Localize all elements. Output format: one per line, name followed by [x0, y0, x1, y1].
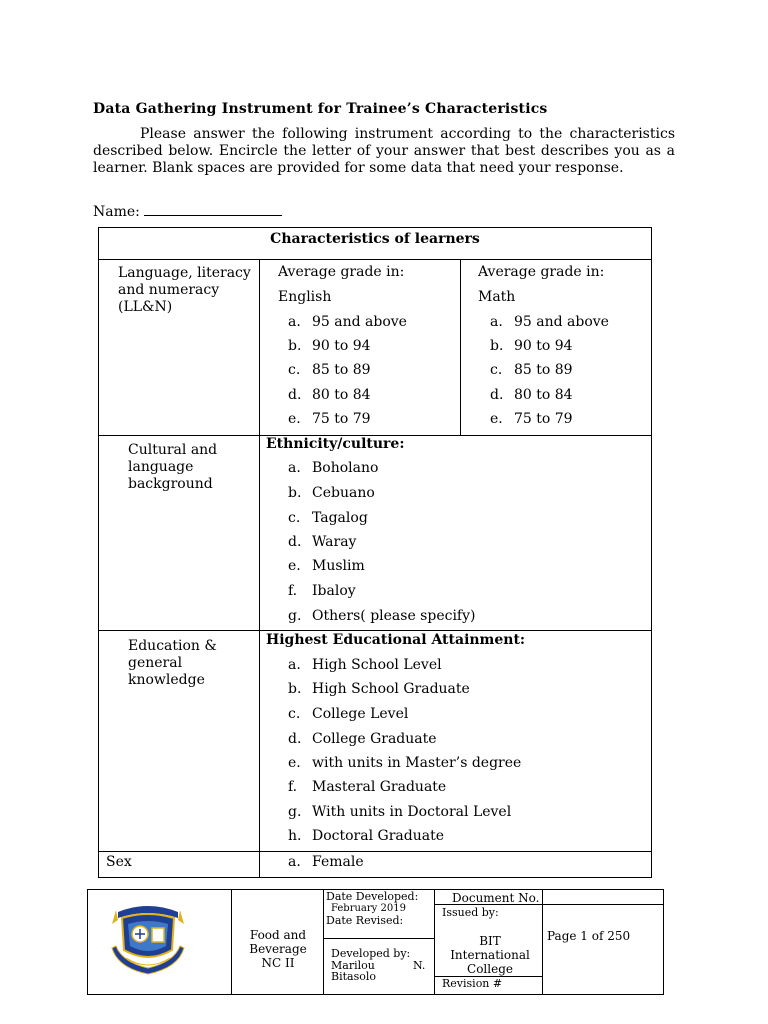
option-item[interactable]: d. 80 to 84	[490, 387, 573, 403]
option-item[interactable]: g. With units in Doctoral Level	[288, 804, 512, 820]
section-label-cultural: Cultural and language background	[128, 442, 218, 492]
developer-first-name: Marilou	[331, 959, 375, 972]
option-item[interactable]: g. Others( please specify)	[288, 608, 476, 624]
option-item[interactable]: b. 90 to 94	[490, 338, 573, 354]
ethnicity-heading: Ethnicity/culture:	[266, 436, 405, 452]
option-item[interactable]: b. Cebuano	[288, 485, 375, 501]
footer-divider	[323, 938, 434, 939]
date-developed-value: February 2019	[331, 903, 406, 914]
table-header: Characteristics of learners	[270, 231, 480, 247]
row-divider	[99, 851, 651, 852]
instructions-paragraph: Please answer the following instrument according to the characteristics described below. Encircle the letter of your answer that best describes you as a learner. Blank spaces are provided for some data that need your response.	[93, 126, 675, 176]
developed-by-label: Developed by:	[331, 947, 411, 960]
option-item[interactable]: d. Waray	[288, 534, 357, 550]
option-item[interactable]: e. 75 to 79	[490, 411, 573, 427]
option-item[interactable]: a. High School Level	[288, 657, 442, 673]
option-item[interactable]: e. with units in Master’s degree	[288, 755, 522, 771]
developer-last-name: Bitasolo	[331, 970, 376, 983]
footer-divider	[434, 890, 435, 994]
english-heading: Average grade in:	[278, 264, 405, 280]
column-divider	[259, 259, 260, 878]
row-divider	[99, 259, 651, 260]
option-item[interactable]: b. 90 to 94	[288, 338, 371, 354]
math-subject: Math	[478, 289, 516, 305]
characteristics-table	[98, 227, 652, 878]
qualification-title: Food and Beverage NC II	[249, 928, 307, 970]
developer-initial: N.	[413, 959, 426, 972]
option-item[interactable]: h. Doctoral Graduate	[288, 828, 444, 844]
date-developed-label: Date Developed:	[326, 890, 419, 903]
option-item[interactable]: b. High School Graduate	[288, 681, 470, 697]
name-label: Name:	[93, 204, 140, 220]
option-item[interactable]: a. Boholano	[288, 460, 379, 476]
page-number: Page 1 of 250	[547, 929, 631, 943]
section-label-education: Education & general knowledge	[128, 638, 217, 688]
option-item[interactable]: d. 80 to 84	[288, 387, 371, 403]
footer-divider	[323, 890, 324, 994]
name-field-row	[93, 203, 282, 220]
option-item[interactable]: d. College Graduate	[288, 731, 437, 747]
document-title: Data Gathering Instrument for Trainee’s Characteristics	[93, 101, 548, 117]
math-heading: Average grade in:	[478, 264, 605, 280]
option-item[interactable]: e. 75 to 79	[288, 411, 371, 427]
education-heading: Highest Educational Attainment:	[266, 632, 526, 648]
college-logo-icon	[108, 898, 188, 984]
option-item[interactable]: a. 95 and above	[490, 314, 609, 330]
section-label-llin: Language, literacy and numeracy (LL&N)	[118, 265, 251, 315]
option-item[interactable]: f. Masteral Graduate	[288, 779, 447, 795]
option-item[interactable]: c. 85 to 89	[490, 362, 573, 378]
english-subject: English	[278, 289, 332, 305]
name-blank-line[interactable]	[144, 203, 282, 216]
footer-divider	[231, 890, 232, 994]
option-item[interactable]: a. Female	[288, 854, 364, 870]
issued-by-label: Issued by:	[442, 906, 499, 919]
option-item[interactable]: e. Muslim	[288, 558, 365, 574]
section-label-sex: Sex	[106, 854, 132, 870]
option-item[interactable]: c. College Level	[288, 706, 409, 722]
document-no-label: Document No.	[452, 891, 540, 905]
option-item[interactable]: c. 85 to 89	[288, 362, 371, 378]
revision-label: Revision #	[442, 977, 503, 990]
column-divider	[460, 259, 461, 435]
date-revised-label: Date Revised:	[326, 914, 404, 927]
option-item[interactable]: f. Ibaloy	[288, 583, 356, 599]
footer-divider	[542, 890, 543, 994]
issuer-name: BIT International College	[450, 934, 530, 976]
row-divider	[99, 630, 651, 631]
option-item[interactable]: c. Tagalog	[288, 510, 368, 526]
document-footer	[87, 889, 664, 995]
option-item[interactable]: a. 95 and above	[288, 314, 407, 330]
